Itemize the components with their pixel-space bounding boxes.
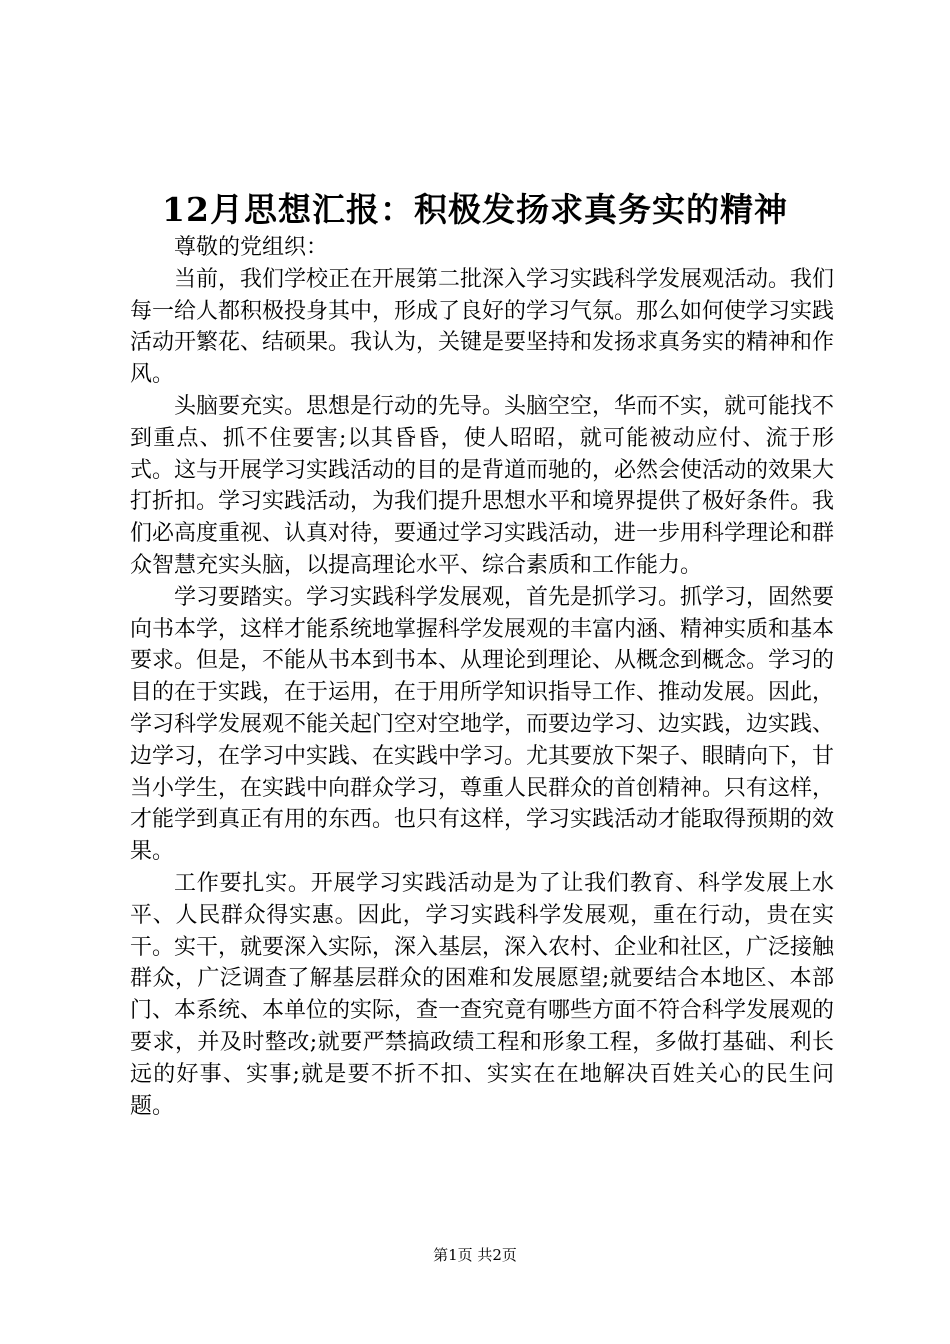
page-indicator: 第1页 共2页 (433, 1246, 517, 1264)
salutation: 尊敬的党组织： (174, 235, 329, 260)
document-title: 12月思想汇报：积极发扬求真务实的精神 (162, 190, 788, 229)
paragraph-mind: 头脑要充实。思想是行动的先导。头脑空空，华而不实，就可能找不到重点、抓不住要害;以其昏昏，使人昭昭，就可能被动应付、流于形式。这与开展学习实践活动的目的是背道而驰的，必然会使活动的效果大打折扣。学习实践活动，为我们提升思想水平和境界提供了极好条件。我们必高度重视、认真对待，要通过学习实践活动，进一步用科学理论和群众智慧充实头脑，以提高理论水平、综合素质和工作能力。 (130, 393, 835, 578)
paragraph-work: 工作要扎实。开展学习实践活动是为了让我们教育、科学发展上水平、人民群众得实惠。因此，学习实践科学发展观，重在行动，贵在实干。实干，就要深入实际，深入基层，深入农村、企业和社区，广泛接触群众，广泛调查了解基层群众的困难和发展愿望;就要结合本地区、本部门、本系统、本单位的实际，查一查究竟有哪些方面不符合科学发展观的要求，并及时整改;就要严禁搞政绩工程和形象工程，多做打基础、利长远的好事、实事;就是要不折不扣、实实在在地解决百姓关心的民生问题。 (130, 870, 835, 1119)
paragraph-intro: 当前，我们学校正在开展第二批深入学习实践科学发展观活动。我们每一给人都积极投身其中，形成了良好的学习气氛。那么如何使学习实践活动开繁花、结硕果。我认为，关键是要坚持和发扬求真务实的精神和作风。 (130, 266, 835, 388)
paragraph-study: 学习要踏实。学习实践科学发展观，首先是抓学习。抓学习，固然要向书本学，这样才能系统地掌握科学发展观的丰富内涵、精神实质和基本要求。但是，不能从书本到书本、从理论到理论、从概念到概念。学习的目的在于实践，在于运用，在于用所学知识指导工作、推动发展。因此，学习科学发展观不能关起门空对空地学，而要边学习、边实践，边实践、边学习，在学习中实践、在实践中学习。尤其要放下架子、眼睛向下，甘当小学生，在实践中向群众学习，尊重人民群众的首创精神。只有这样，才能学到真正有用的东西。也只有这样，学习实践活动才能取得预期的效果。 (130, 584, 835, 865)
document-body (130, 232, 834, 1122)
